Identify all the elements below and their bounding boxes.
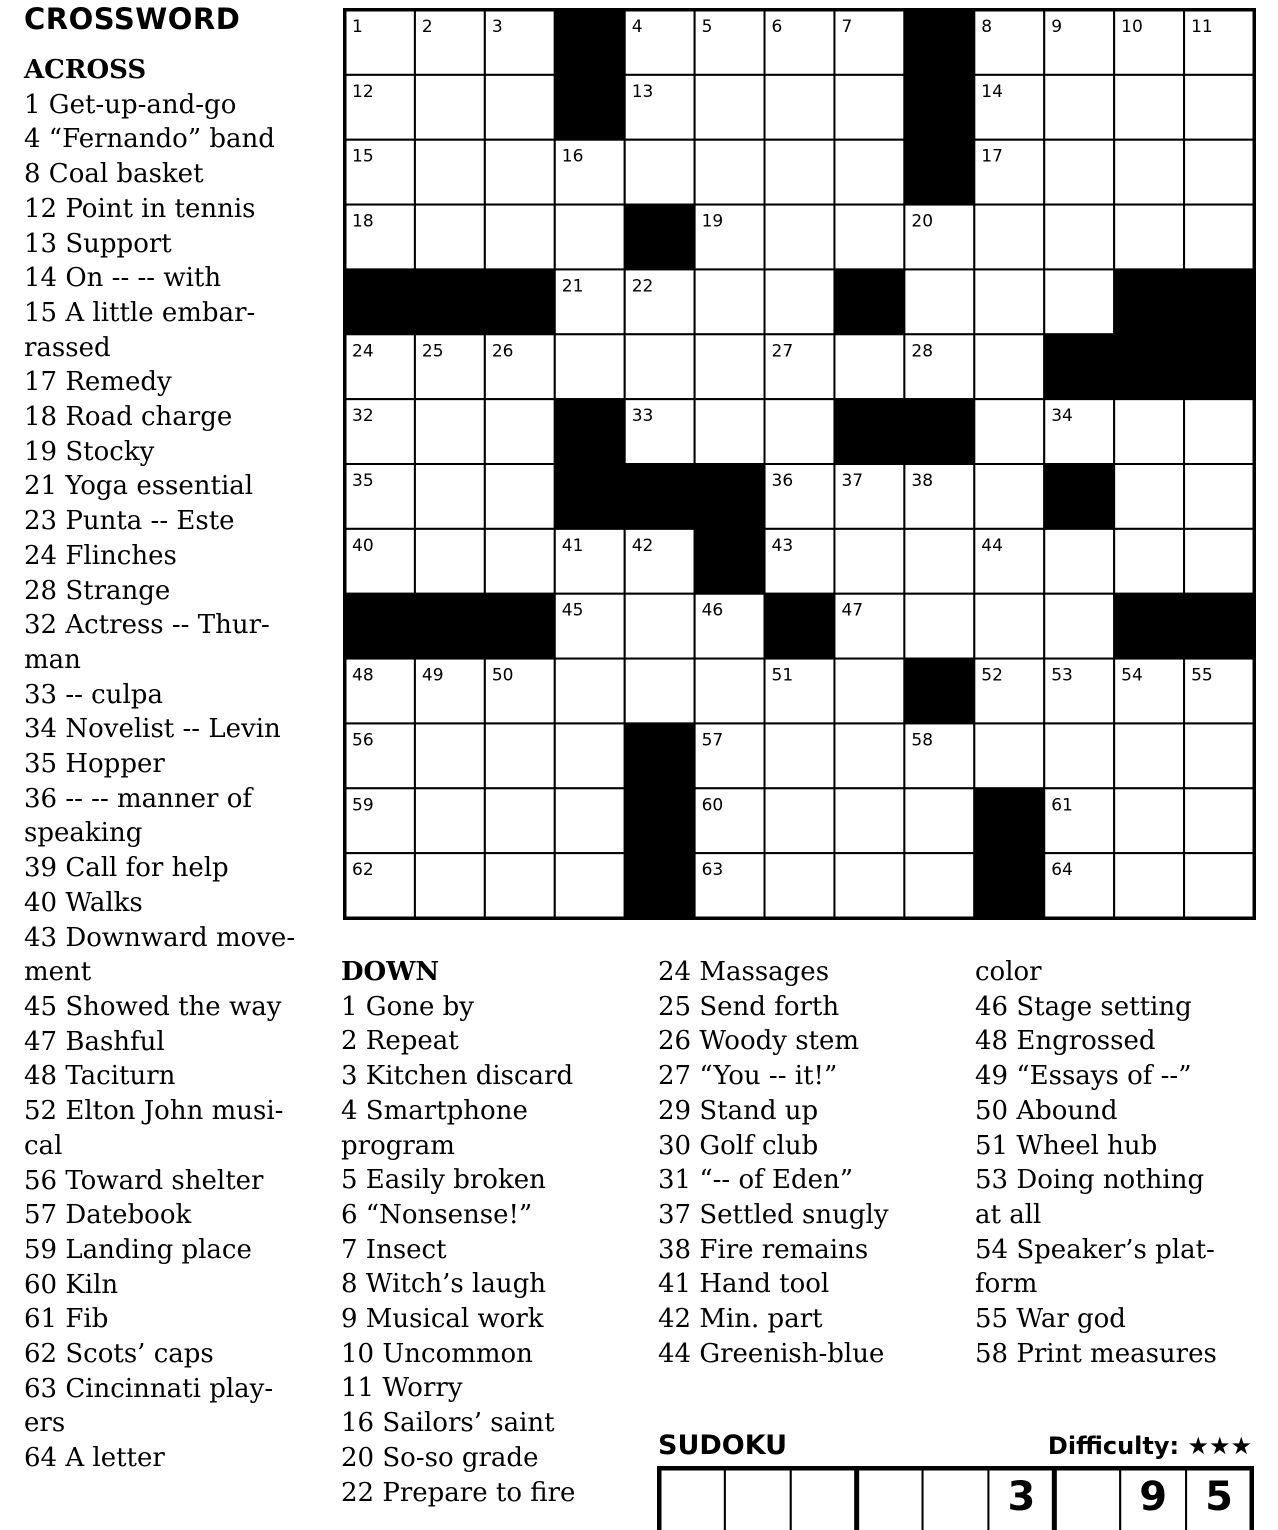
grid-cell[interactable] [1184,205,1254,270]
down-clue-line: 46 Stage setting [975,991,1192,1022]
black-square [904,659,974,724]
grid-cell[interactable] [485,464,555,529]
across-clue-line: 15 A little embar- [24,297,256,328]
grid-cell[interactable] [485,399,555,464]
grid-cell[interactable] [485,723,555,788]
black-square [1044,334,1114,399]
grid-cell[interactable] [974,464,1044,529]
cell-number: 20 [911,211,934,232]
grid-cell[interactable] [555,205,625,270]
across-clue-line: 36 -- -- manner of [24,783,253,814]
grid-cell[interactable] [974,205,1044,270]
grid-cell[interactable] [415,723,485,788]
grid-cell[interactable] [765,75,835,140]
across-clue-line: 64 A letter [24,1443,165,1474]
down-clue-line: color [975,957,1042,987]
difficulty-label: Difficulty: [1047,1432,1180,1460]
grid-cell[interactable] [1114,853,1184,918]
across-clue-line: rassed [24,332,111,363]
grid-cell[interactable] [904,594,974,659]
grid-cell[interactable] [555,853,625,918]
cell-number: 16 [561,146,584,167]
down-clue-line: 26 Woody stem [658,1026,860,1057]
black-square [625,853,695,918]
cell-number: 37 [841,471,864,491]
down-clue-line: 5 Easily broken [341,1165,546,1196]
across-clue-line: 8 Coal basket [24,159,204,190]
grid-cell[interactable] [974,334,1044,399]
across-clue-line: 34 Novelist -- Levin [24,714,281,745]
across-clue-line: 28 Strange [24,575,171,606]
down-clue-line: 38 Fire remains [658,1234,869,1265]
cell-number: 11 [1191,17,1213,37]
across-clue-line: 59 Landing place [24,1234,252,1265]
down-clue-line: at all [975,1199,1042,1230]
black-square [625,723,695,788]
down-clue-line: 3 Kitchen discard [341,1061,574,1092]
cell-number: 25 [421,341,444,362]
across-clue-line: ers [24,1408,66,1439]
grid-cell[interactable] [834,75,904,140]
black-square [765,594,835,659]
cell-number: 17 [981,146,1003,167]
across-clue-line: 12 Point in tennis [24,193,256,224]
grid-cell[interactable] [974,399,1044,464]
across-clue-line: 63 Cincinnati play- [24,1373,274,1404]
page-title: CROSSWORD [24,2,241,36]
grid-cell[interactable] [625,594,695,659]
black-square [555,399,625,464]
down-clue-line: 44 Greenish-blue [658,1338,885,1369]
across-clue-line: 57 Datebook [24,1200,192,1231]
grid-cell[interactable] [1184,140,1254,205]
down-clue-line: 7 Insect [341,1234,447,1265]
grid-cell[interactable] [765,788,835,853]
cell-number: 60 [701,795,724,816]
down-heading: DOWN [341,957,440,987]
cell-number: 2 [421,17,433,37]
black-square [415,594,485,659]
down-clue-line: program [341,1130,455,1161]
cell-number: 1 [352,17,363,37]
across-clue-line: 39 Call for help [24,853,229,884]
black-square [1114,594,1184,659]
cell-number: 41 [561,535,584,556]
down-clue-line: 11 Worry [341,1373,463,1404]
grid-cell[interactable] [555,334,625,399]
across-clue-line: 45 Showed the way [24,991,282,1022]
cell-number: 52 [981,665,1003,686]
black-square [1044,464,1114,529]
grid-cell[interactable] [765,853,835,918]
across-clue-line: 18 Road charge [24,402,233,433]
grid-cell[interactable] [415,529,485,594]
down-clue-line: 53 Doing nothing [975,1165,1205,1196]
cell-number: 34 [1051,406,1073,427]
black-square [1184,594,1254,659]
grid-cell[interactable] [765,399,835,464]
cell-number: 44 [981,535,1003,556]
black-square [1114,269,1184,334]
grid-cell[interactable] [1184,464,1254,529]
sudoku-cell[interactable] [857,1468,923,1530]
grid-cell[interactable] [1114,788,1184,853]
grid-cell[interactable] [1044,205,1114,270]
cell-number: 36 [771,471,794,491]
across-clue-line: 56 Toward shelter [24,1165,264,1196]
across-clues [24,53,295,1476]
sudoku-cell[interactable] [923,1468,989,1530]
black-square [834,269,904,334]
grid-cell[interactable] [1184,788,1254,853]
grid-cell[interactable] [974,594,1044,659]
cell-number: 35 [352,471,374,491]
across-clue-line: 4 “Fernando” band [24,124,275,155]
cell-number: 61 [1051,795,1073,816]
across-clue-line: 13 Support [24,228,172,259]
across-heading: ACROSS [24,55,147,85]
grid-cell[interactable] [485,788,555,853]
across-clue-line: 33 -- culpa [24,679,163,710]
grid-cell[interactable] [1114,140,1184,205]
cell-number: 42 [631,535,654,556]
black-square [555,464,625,529]
cell-number: 53 [1051,665,1073,686]
across-clue-line: 62 Scots’ caps [24,1339,214,1370]
cell-number: 28 [911,341,934,362]
cell-number: 50 [491,665,514,686]
cell-number: 27 [771,341,794,362]
cell-number: 8 [981,17,993,37]
sudoku-given: 3 [1007,1474,1036,1520]
cell-number: 14 [981,81,1003,102]
grid-cell[interactable] [904,529,974,594]
grid-cell[interactable] [415,399,485,464]
grid-cell[interactable] [415,464,485,529]
grid-cell[interactable] [1114,399,1184,464]
black-square [974,853,1044,918]
down-clue-line: 2 Repeat [341,1026,459,1057]
cell-number: 3 [491,17,503,37]
across-clue-line: cal [24,1130,63,1161]
black-square [695,529,765,594]
down-clue-line: 51 Wheel hub [975,1130,1158,1161]
grid-cell[interactable] [765,205,835,270]
grid-cell[interactable] [1184,399,1254,464]
across-clue-line: 48 Taciturn [24,1061,176,1092]
sudoku-given: 5 [1205,1474,1233,1520]
down-clue-line: 16 Sailors’ saint [341,1408,555,1439]
grid-cell[interactable] [1114,464,1184,529]
down-clue-line: 48 Engrossed [975,1026,1156,1057]
cell-number: 55 [1191,665,1213,686]
down-clue-line: 1 Gone by [341,991,474,1022]
black-square [625,464,695,529]
across-clue-line: 1 Get-up-and-go [24,89,237,120]
black-square [485,594,555,659]
down-clue-line: 42 Min. part [658,1304,823,1335]
down-clue-line: 49 “Essays of --” [975,1061,1192,1092]
grid-cell[interactable] [834,659,904,724]
black-square [904,399,974,464]
down-clue-line: 55 War god [975,1304,1126,1335]
grid-cell[interactable] [765,140,835,205]
sudoku-difficulty [1048,1432,1252,1460]
cell-number: 13 [631,81,654,102]
sudoku-cell[interactable] [659,1468,725,1530]
across-clue-line: 35 Hopper [24,749,165,780]
down-clue-line: 37 Settled snugly [658,1199,889,1230]
cell-number: 12 [352,81,374,102]
grid-cell[interactable] [904,269,974,334]
cell-number: 21 [561,276,584,297]
grid-cell[interactable] [485,75,555,140]
cell-number: 9 [1051,17,1063,37]
cell-number: 63 [701,860,724,881]
black-square [904,10,974,75]
black-square [555,75,625,140]
grid-cell[interactable] [1114,75,1184,140]
grid-cell[interactable] [1184,723,1254,788]
cell-number: 24 [352,341,374,362]
cell-number: 33 [631,406,654,427]
cell-number: 6 [771,17,783,37]
grid-cell[interactable] [1114,529,1184,594]
cell-number: 38 [911,471,934,491]
grid-cell[interactable] [485,205,555,270]
black-square [345,269,415,334]
down-clue-line: 8 Witch’s laugh [341,1269,546,1300]
cell-number: 46 [701,600,724,621]
grid-cell[interactable] [415,75,485,140]
grid-cell[interactable] [695,399,765,464]
cell-number: 10 [1121,17,1143,37]
sudoku-given: 9 [1139,1474,1168,1520]
down-clue-line: 27 “You -- it!” [658,1061,838,1092]
across-clue-line: 32 Actress -- Thur- [24,610,270,641]
grid-cell[interactable] [1184,853,1254,918]
cell-number: 7 [841,17,853,37]
cell-number: 58 [911,730,934,751]
black-square [625,788,695,853]
cell-number: 57 [701,730,724,751]
black-square [1184,269,1254,334]
grid-cell[interactable] [1044,75,1114,140]
down-clues-col1 [341,955,575,1510]
across-clue-line: 40 Walks [24,887,143,918]
black-square [1184,334,1254,399]
down-clue-line: 25 Send forth [658,991,840,1022]
grid-cell[interactable] [1114,723,1184,788]
grid-cell[interactable] [415,205,485,270]
grid-cell[interactable] [834,140,904,205]
down-clue-line: 30 Golf club [658,1130,819,1161]
cell-number: 40 [352,535,374,556]
black-square [625,205,695,270]
grid-cell[interactable] [695,140,765,205]
down-clue-line: 29 Stand up [658,1095,819,1126]
across-clue-line: 43 Downward move- [24,922,296,953]
down-clue-line: form [975,1269,1038,1300]
grid-cell[interactable] [1044,723,1114,788]
crossword-grid [343,8,1256,920]
grid-cell[interactable] [834,723,904,788]
black-square [695,464,765,529]
grid-cell[interactable] [765,723,835,788]
grid-cell[interactable] [834,205,904,270]
cell-number: 59 [352,795,374,816]
grid-cell[interactable] [415,788,485,853]
cell-number: 62 [352,860,374,881]
across-clue-line: 23 Punta -- Este [24,506,235,537]
grid-cell[interactable] [625,659,695,724]
black-square [415,269,485,334]
grid-cell[interactable] [974,269,1044,334]
sudoku-cell[interactable] [725,1468,791,1530]
grid-cell[interactable] [555,788,625,853]
black-square [974,788,1044,853]
grid-cell[interactable] [1044,269,1114,334]
grid-cell[interactable] [834,788,904,853]
cell-number: 18 [352,211,374,232]
grid-cell[interactable] [485,140,555,205]
across-clue-line: 60 Kiln [24,1269,119,1300]
cell-number: 45 [561,600,584,621]
down-clue-line: 22 Prepare to fire [341,1477,576,1508]
grid-cell[interactable] [415,140,485,205]
grid-cell[interactable] [695,269,765,334]
black-square [904,140,974,205]
black-square [485,269,555,334]
grid-cell[interactable] [485,529,555,594]
cell-number: 49 [421,665,444,686]
across-clue-line: man [24,644,81,675]
black-square [1114,334,1184,399]
across-clue-line: 52 Elton John musi- [24,1096,284,1127]
cell-number: 4 [631,17,643,37]
cell-number: 43 [771,535,794,556]
across-clue-line: ment [24,957,92,988]
cell-number: 15 [352,146,374,167]
grid-cell[interactable] [625,334,695,399]
grid-cell[interactable] [1184,529,1254,594]
sudoku-title: SUDOKU [658,1430,788,1461]
grid-cell[interactable] [1114,205,1184,270]
sudoku-cell[interactable] [791,1468,857,1530]
sudoku-grid [657,1466,1254,1530]
cell-number: 26 [491,341,514,362]
cell-number: 51 [771,665,794,686]
grid-cell[interactable] [1044,594,1114,659]
grid-cell[interactable] [904,853,974,918]
grid-cell[interactable] [695,75,765,140]
black-square [904,75,974,140]
cell-number: 64 [1051,860,1073,881]
across-clue-line: 19 Stocky [24,436,155,467]
grid-cell[interactable] [834,334,904,399]
grid-cell[interactable] [904,788,974,853]
down-clue-line: 50 Abound [975,1095,1118,1126]
grid-cell[interactable] [765,269,835,334]
grid-cell[interactable] [555,723,625,788]
black-square [555,10,625,75]
down-clue-line: 41 Hand tool [658,1269,830,1300]
black-square [834,399,904,464]
down-clue-line: 58 Print measures [975,1338,1217,1369]
grid-cell[interactable] [1184,75,1254,140]
grid-cell[interactable] [1044,140,1114,205]
down-clues-col2 [658,955,889,1371]
across-clue-line: 24 Flinches [24,540,177,571]
down-clue-line: 9 Musical work [341,1304,544,1335]
down-clue-line: 6 “Nonsense!” [341,1199,533,1230]
across-clue-line: 14 On -- -- with [24,263,222,294]
grid-cell[interactable] [415,853,485,918]
across-clue-line: 17 Remedy [24,367,172,398]
across-clue-line: 21 Yoga essential [24,471,254,502]
down-clue-line: 4 Smartphone [341,1095,528,1126]
grid-cell[interactable] [1044,529,1114,594]
cell-number: 54 [1121,665,1143,686]
grid-cell[interactable] [695,659,765,724]
down-clue-line: 31 “-- of Eden” [658,1165,854,1196]
grid-cell[interactable] [834,529,904,594]
across-clue-line: 61 Fib [24,1304,109,1335]
down-clue-line: 20 So-so grade [341,1442,539,1473]
cell-number: 48 [352,665,374,686]
cell-number: 32 [352,406,374,427]
cell-number: 5 [701,17,713,37]
difficulty-stars: ★★★ [1187,1432,1252,1460]
down-clue-line: 54 Speaker’s plat- [975,1234,1215,1265]
grid-cell[interactable] [485,853,555,918]
cell-number: 22 [631,276,654,297]
grid-cell[interactable] [625,140,695,205]
across-clue-line: 47 Bashful [24,1026,165,1057]
grid-cell[interactable] [555,659,625,724]
down-clues-col3 [975,955,1217,1371]
cell-number: 47 [841,600,864,621]
across-clue-line: speaking [24,818,143,849]
black-square [345,594,415,659]
sudoku-cell[interactable] [1054,1468,1120,1530]
down-clue-line: 24 Massages [658,957,830,987]
cell-number: 56 [352,730,374,751]
grid-cell[interactable] [834,853,904,918]
grid-cell[interactable] [974,723,1044,788]
cell-number: 19 [701,211,724,232]
grid-cell[interactable] [695,334,765,399]
down-clue-line: 10 Uncommon [341,1338,533,1369]
